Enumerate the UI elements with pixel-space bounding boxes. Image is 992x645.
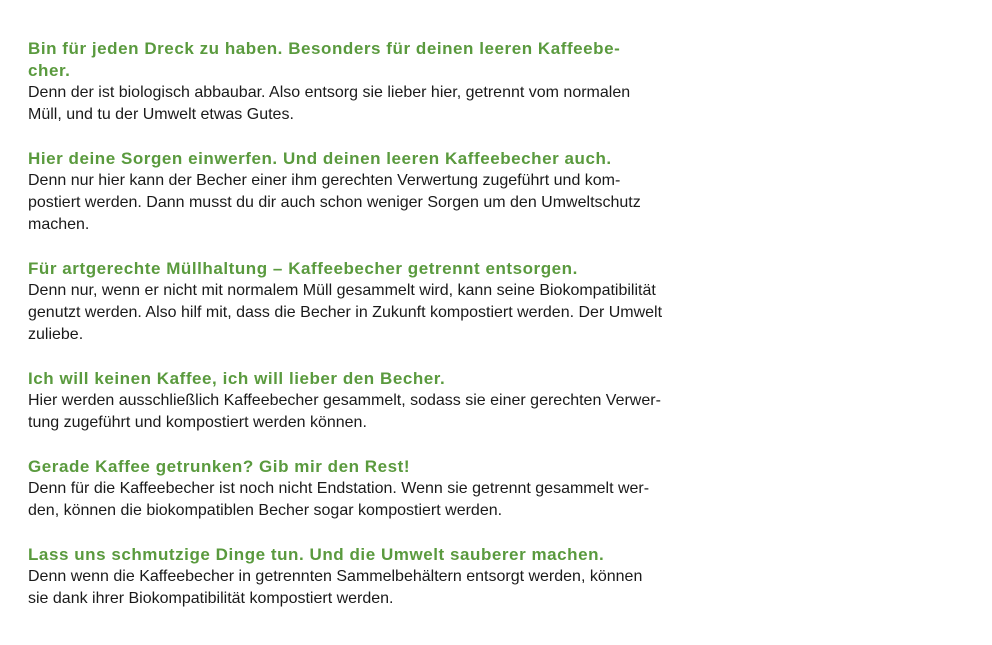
slogan-block-5 [28, 456, 768, 522]
slogan-block-2 [28, 148, 768, 236]
heading-line: Für artgerechte Müllhaltung – Kaffeebecher getrennt entsorgen. [28, 259, 578, 278]
heading-line: Gerade Kaffee getrunken? Gib mir den Rest! [28, 457, 411, 476]
heading-line: Ich will keinen Kaffee, ich will lieber den Becher. [28, 369, 446, 388]
heading-line: Bin für jeden Dreck zu haben. Besonders für deinen leeren Kaffeebe- [28, 39, 621, 58]
slogan-block-1 [28, 38, 768, 126]
slogan-body [28, 478, 768, 522]
body-line: Müll, und tu der Umwelt etwas Gutes. [28, 106, 294, 123]
slogan-body [28, 566, 768, 610]
body-line: tung zugeführt und kompostiert werden können. [28, 414, 367, 431]
body-line: postiert werden. Dann musst du dir auch schon weniger Sorgen um den Umweltschutz [28, 194, 641, 211]
slogan-body [28, 82, 768, 126]
slogan-body [28, 170, 768, 236]
slogan-body [28, 280, 768, 346]
slogan-heading [28, 258, 768, 280]
body-line: Hier werden ausschließlich Kaffeebecher gesammelt, sodass sie einer gerechten Verwer- [28, 392, 661, 409]
slogan-heading [28, 38, 768, 82]
body-line: Denn wenn die Kaffeebecher in getrennten Sammelbehältern entsorgt werden, können [28, 568, 643, 585]
slogan-heading [28, 148, 768, 170]
slogan-heading [28, 544, 768, 566]
body-line: Denn für die Kaffeebecher ist noch nicht Endstation. Wenn sie getrennt gesammelt wer- [28, 480, 650, 497]
slogan-heading [28, 368, 768, 390]
body-line: machen. [28, 216, 90, 233]
body-line: Denn nur, wenn er nicht mit normalem Müll gesammelt wird, kann seine Biokompatibilität [28, 282, 656, 299]
body-line: Denn nur hier kann der Becher einer ihm gerechten Verwertung zugeführt und kom- [28, 172, 621, 189]
slogan-block-6 [28, 544, 768, 610]
body-line: genutzt werden. Also hilf mit, dass die Becher in Zukunft kompostiert werden. Der Umwelt [28, 304, 663, 321]
slogan-body [28, 390, 768, 434]
heading-line: Lass uns schmutzige Dinge tun. Und die Umwelt sauberer machen. [28, 545, 605, 564]
slogan-block-4 [28, 368, 768, 434]
heading-line: cher. [28, 61, 71, 80]
body-line: den, können die biokompatiblen Becher sogar kompostiert werden. [28, 502, 503, 519]
heading-line: Hier deine Sorgen einwerfen. Und deinen leeren Kaffeebecher auch. [28, 149, 612, 168]
slogan-block-3 [28, 258, 768, 346]
body-line: Denn der ist biologisch abbaubar. Also entsorg sie lieber hier, getrennt vom normalen [28, 84, 631, 101]
slogan-heading [28, 456, 768, 478]
body-line: sie dank ihrer Biokompatibilität kompostiert werden. [28, 590, 394, 607]
slogan-document [28, 38, 768, 632]
body-line: zuliebe. [28, 326, 84, 343]
